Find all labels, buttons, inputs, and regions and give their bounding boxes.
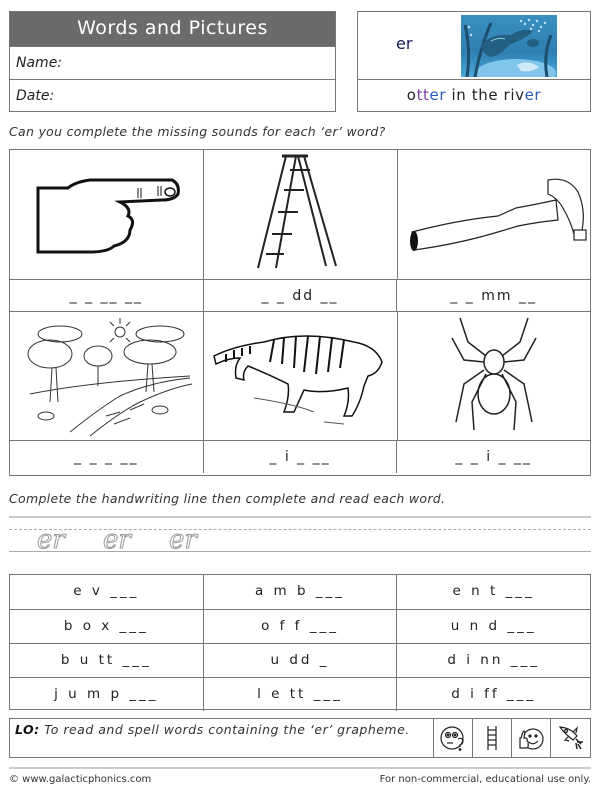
word-row xyxy=(10,643,590,677)
copyright-link[interactable]: © www.galacticphonics.com xyxy=(9,774,152,785)
trace-letters: er xyxy=(103,525,131,555)
phrase-part: er xyxy=(524,86,542,104)
date-field[interactable] xyxy=(10,79,335,112)
title-box xyxy=(9,11,336,112)
word-item[interactable]: u n d ___ xyxy=(450,618,537,634)
instruction-handwriting: Complete the handwriting line then complete and read each word. xyxy=(9,491,446,506)
word-item[interactable]: e n t ___ xyxy=(452,583,535,599)
handwriting-baseline xyxy=(9,551,591,552)
phrase-part: er xyxy=(429,86,447,104)
sound-card xyxy=(357,11,591,112)
picture-grid xyxy=(9,149,591,476)
learning-objective-box xyxy=(9,718,591,758)
answer-blank-river[interactable]: _ _ _ __ xyxy=(10,441,204,473)
otter-in-river-picture xyxy=(461,15,557,77)
trace-letters: er xyxy=(169,525,197,555)
phrase-part: o xyxy=(406,86,417,104)
name-field[interactable] xyxy=(10,46,335,79)
phrase-part: in the riv xyxy=(446,86,525,104)
learning-objective-text xyxy=(10,719,434,757)
grapheme-label: er xyxy=(396,34,413,53)
key-phrase xyxy=(358,79,590,112)
thumbs-up-smile-icon[interactable] xyxy=(512,719,551,757)
word-item[interactable]: b o x ___ xyxy=(10,610,204,643)
worksheet-title: Words and Pictures xyxy=(10,12,335,46)
date-label: Date: xyxy=(16,88,55,104)
trace-letters: er xyxy=(37,525,65,555)
name-label: Name: xyxy=(16,55,63,71)
word-item[interactable]: j u m p ___ xyxy=(10,678,204,711)
phrase-part: tt xyxy=(416,86,430,104)
footer-divider xyxy=(9,767,591,769)
word-completion-grid xyxy=(9,574,591,710)
instruction-missing-sounds: Can you complete the missing sounds for each ‘er’ word? xyxy=(9,124,386,139)
ladder-icon[interactable] xyxy=(473,719,512,757)
stepladder-picture xyxy=(204,150,398,279)
word-row xyxy=(10,677,590,711)
handwriting-practice-line[interactable] xyxy=(9,516,591,556)
word-item[interactable]: l e tt ___ xyxy=(204,678,398,711)
answer-blank-pointing-finger[interactable]: _ _ __ __ xyxy=(10,280,204,311)
spider-picture xyxy=(398,312,591,440)
lo-description: To read and spell words containing the ‘er’ grapheme. xyxy=(39,722,410,737)
word-item[interactable]: b u tt ___ xyxy=(10,644,204,677)
rocket-icon[interactable] xyxy=(551,719,590,757)
word-item[interactable]: e v ___ xyxy=(10,575,204,609)
answer-blank-hammer[interactable]: _ _ mm __ xyxy=(450,288,537,304)
usage-notice: For non-commercial, educational use only. xyxy=(379,774,591,785)
word-item[interactable]: d i nn ___ xyxy=(447,652,540,668)
hammer-picture xyxy=(398,150,591,279)
answer-blank-stepladder[interactable]: _ _ dd __ xyxy=(204,280,398,311)
lo-label: LO: xyxy=(15,722,40,737)
word-item[interactable]: d i ff ___ xyxy=(451,686,537,702)
handwriting-top-rule xyxy=(9,516,591,518)
word-row xyxy=(10,609,590,643)
word-item[interactable]: a m b ___ xyxy=(204,575,398,609)
river-landscape-picture xyxy=(10,312,204,440)
answer-blank-spider[interactable]: _ _ i _ __ xyxy=(455,449,533,465)
word-item[interactable]: o f f ___ xyxy=(204,610,398,643)
confused-face-icon[interactable] xyxy=(434,719,473,757)
pointing-finger-picture xyxy=(10,150,204,279)
handwriting-midline xyxy=(9,529,591,530)
tiger-picture xyxy=(204,312,398,440)
answer-blank-tiger[interactable]: _ i _ __ xyxy=(204,441,398,473)
word-row xyxy=(10,575,590,609)
word-item[interactable]: u dd _ xyxy=(204,644,398,677)
